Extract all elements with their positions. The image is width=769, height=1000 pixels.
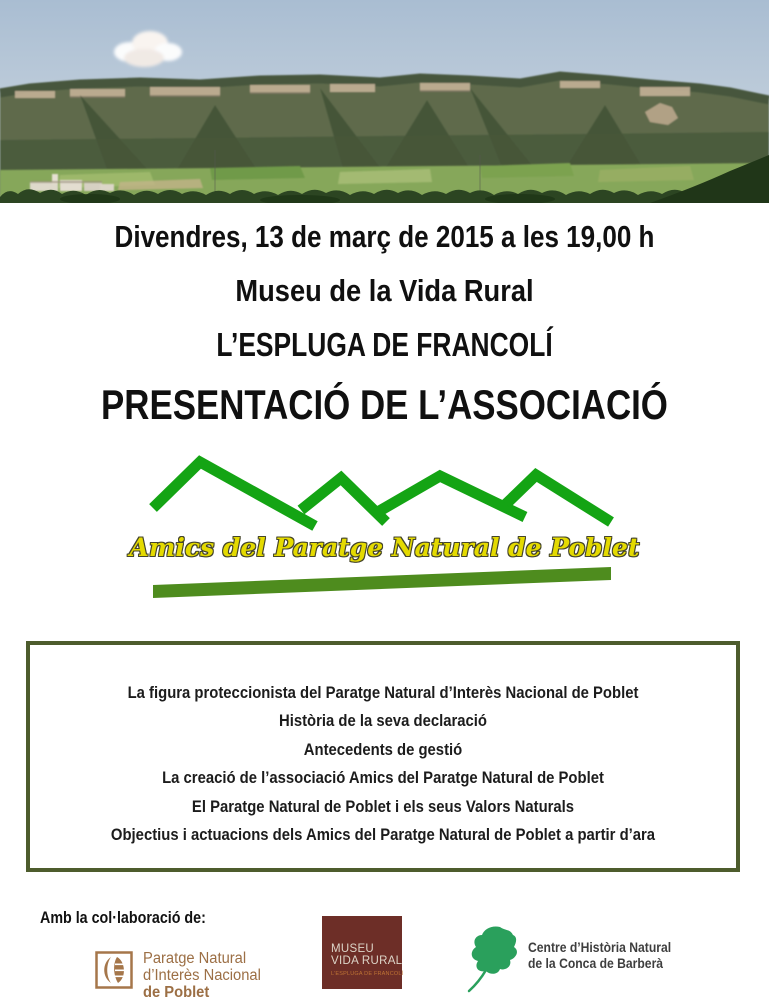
collaboration-heading: Amb la col·laboració de:: [40, 908, 206, 927]
agenda-item: La creació de l’associació Amics del Paratge Natural de Poblet: [162, 769, 604, 788]
paratge-line1: Paratge Natural: [143, 950, 247, 967]
agenda-list: [65, 679, 700, 849]
agenda-box: [26, 641, 740, 872]
paratge-line3: de Poblet: [143, 984, 210, 1000]
event-venue: Museu de la Vida Rural: [235, 273, 534, 308]
museu-line2: VIDA RURAL: [331, 954, 403, 967]
event-title: PRESENTACIÓ DE L’ASSOCIACIÓ: [101, 381, 668, 428]
centre-line2: de la Conca de Barberà: [528, 955, 664, 971]
logo-base-bar: [153, 567, 611, 598]
paratge-natural-logo-text: [143, 950, 261, 1000]
agenda-item: Objectius i actuacions dels Amics del Paratge Natural de Poblet a partir d’ara: [110, 826, 656, 845]
paratge-natural-icon: [95, 951, 133, 989]
event-town: L’ESPLUGA DE FRANCOLÍ: [216, 326, 553, 363]
event-date-line: Divendres, 13 de març de 2015 a les 19,00 h: [114, 219, 655, 254]
oak-leaf-icon: [466, 925, 522, 993]
museu-subtitle: L’ESPLUGA DE FRANCOLÍ: [331, 971, 404, 977]
paratge-line2: d’Interès Nacional: [143, 967, 261, 984]
agenda-item: Història de la seva declaració: [278, 712, 488, 731]
museu-line1: MUSEU: [331, 943, 375, 955]
association-name: Amics del Paratge Natural de Poblet: [129, 533, 640, 562]
centre-historia-logo-text: [528, 940, 671, 971]
agenda-item: El Paratge Natural de Poblet i els seus Valors Naturals: [191, 797, 575, 816]
agenda-item: La figura proteccionista del Paratge Natural d’Interès Nacional de Poblet: [127, 684, 639, 702]
mountain-zigzag-icon: [148, 450, 623, 600]
landscape-photo: [0, 0, 769, 203]
mountain-panorama-image: [0, 0, 769, 203]
agenda-item: Antecedents de gestió: [303, 740, 463, 759]
museu-vida-rural-logo: [322, 916, 402, 989]
centre-line1: Centre d’Història Natural: [528, 940, 672, 955]
